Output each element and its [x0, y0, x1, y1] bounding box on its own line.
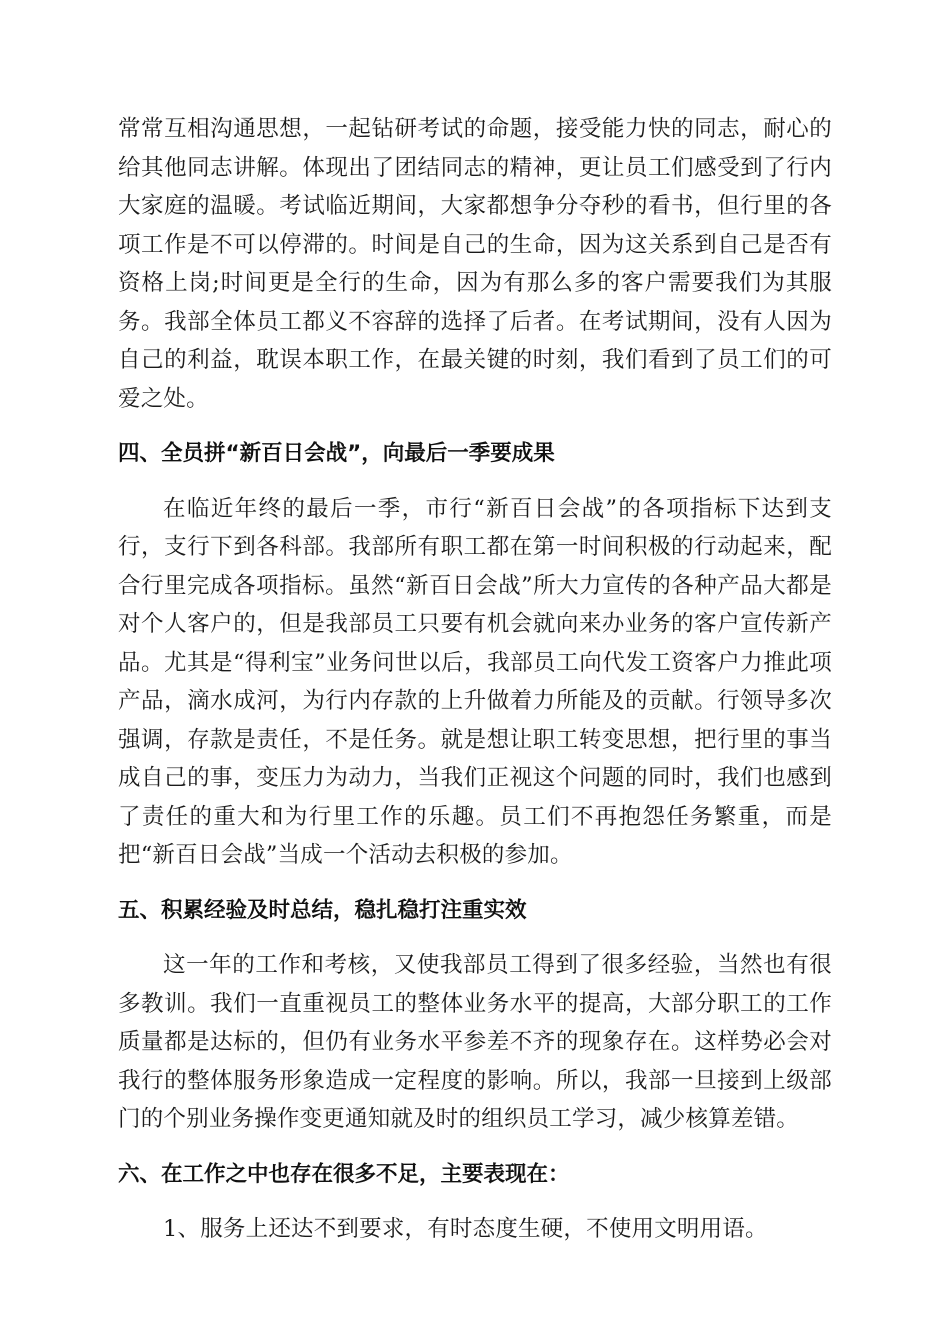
section-heading-4: 四、全员拼“新百日会战”，向最后一季要成果	[118, 441, 555, 466]
body-paragraph: 这一年的工作和考核，又使我部员工得到了很多经验，当然也有很多教训。我们一直重视员工的整体业务水平的提高，大部分职工的工作质量都是达标的，但仍有业务水平参差不齐的现象存在。这样势必会对我行的整体服务形象造成一定程度的影响。所以，我部一旦接到上级部门的个别业务操作变更通知就及时的组织员工学习，减少核算差错。	[118, 952, 832, 1132]
body-paragraph: 常常互相沟通思想，一起钻研考试的命题，接受能力快的同志，耐心的给其他同志讲解。体现出了团结同志的精神，更让员工们感受到了行内大家庭的温暖。考试临近期间，大家都想争分夺秒的看书，但行里的各项工作是不可以停滞的。时间是自己的生命，因为这关系到自己是否有资格上岗;时间更是全行的生命，因为有那么多的客户需要我们为其服务。我部全体员工都义不容辞的选择了后者。在考试期间，没有人因为自己的利益，耽误本职工作，在最关键的时刻，我们看到了员工们的可爱之处。	[118, 116, 832, 412]
body-paragraph: 在临近年终的最后一季，市行“新百日会战”的各项指标下达到支行，支行下到各科部。我部所有职工都在第一时间积极的行动起来，配合行里完成各项指标。虽然“新百日会战”所大力宣传的各种产品大都是对个人客户的，但是我部员工只要有机会就向来办业务的客户宣传新产品。尤其是“得利宝”业务问世以后，我部员工向代发工资客户力推此项产品，滴水成河，为行内存款的上升做着力所能及的贡献。行领导多次强调，存款是责任，不是任务。就是想让职工转变思想，把行里的事当成自己的事，变压力为动力，当我们正视这个问题的同时，我们也感到了责任的重大和为行里工作的乐趣。员工们不再抱怨任务繁重，而是把“新百日会战”当成一个活动去积极的参加。	[118, 495, 832, 868]
list-item: 1、服务上还达不到要求，有时态度生硬，不使用文明用语。	[163, 1216, 768, 1242]
section-heading-6: 六、在工作之中也存在很多不足，主要表现在：	[118, 1161, 570, 1187]
section-heading-5: 五、积累经验及时总结，稳扎稳打注重实效	[118, 897, 527, 923]
document-page	[118, 110, 832, 1249]
